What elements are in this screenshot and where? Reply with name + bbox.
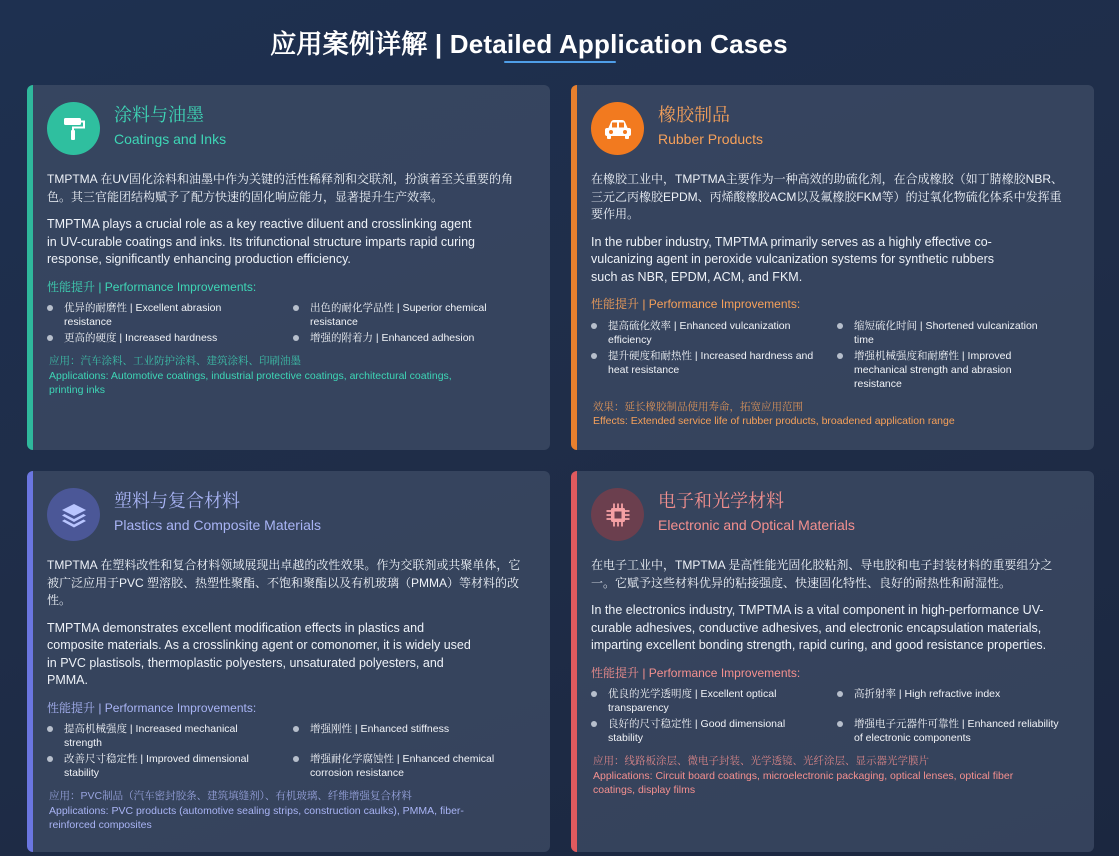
performance-item: 改善尺寸稳定性 | Improved dimensional stability: [47, 752, 293, 780]
performance-item: 优良的光学透明度 | Excellent optical transparency: [591, 687, 837, 715]
performance-title: 性能提升 | Performance Improvements:: [47, 279, 257, 294]
effects-cn: 效果：延长橡胶制品使用寿命，拓宽应用范围: [593, 400, 803, 413]
effects-en: Effects: Extended service life of rubber products, broadened application range: [593, 415, 955, 427]
performance-item: 增强机械强度和耐磨性 | Improved mechanical strength and abrasion resistance: [837, 349, 1072, 391]
applications-en: Applications: PVC products (automotive sealing strips, construction caulks), PMMA, fiber-reinforced composites: [49, 804, 464, 831]
card-title-en: Plastics and Composite Materials: [114, 517, 321, 533]
card-electronic-optical: [571, 471, 1094, 852]
performance-item: 提升硬度和耐热性 | Increased hardness and heat resistance: [591, 349, 837, 391]
performance-item: 提高机械强度 | Increased mechanical strength: [47, 722, 293, 750]
icon-badge: [591, 102, 644, 155]
applications: [47, 789, 528, 833]
layers-icon: [60, 502, 88, 528]
performance-item: 增强电子元器件可靠性 | Enhanced reliability of electronic components: [837, 717, 1072, 745]
performance-item: 更高的硬度 | Increased hardness: [47, 331, 293, 345]
card-paragraph-cn: 在橡胶工业中，TMPTMA主要作为一种高效的助硫化剂，在合成橡胶（如丁腈橡胶NBR、三元乙丙橡胶EPDM、丙烯酸橡胶ACM以及氟橡胶FKM等）的过氧化物硫化体系中发挥重要作用。: [591, 172, 1063, 221]
card-paragraph-en: In the rubber industry, TMPTMA primarily serves as a highly effective co-vulcanizing agent in peroxide vulcanization systems for synthetic rubbers such as NBR, EPDM, ACM, and FKM.: [591, 234, 994, 284]
card-title-en: Coatings and Inks: [114, 131, 227, 147]
bullet-icon: [591, 323, 597, 329]
performance-title: 性能提升 | Performance Improvements:: [47, 700, 257, 715]
performance-item: 出色的耐化学品性 | Superior chemical resistance: [293, 301, 528, 329]
performance-list: [591, 687, 1072, 745]
paint-roller-icon: [61, 116, 87, 142]
performance-title: 性能提升 | Performance Improvements:: [591, 297, 801, 311]
applications-en: Applications: Circuit board coatings, microelectronic packaging, optical lenses, optical fiber coatings, display films: [593, 769, 1014, 796]
card-accent-bar: [27, 471, 33, 852]
performance-item: 缩短硫化时间 | Shortened vulcanization time: [837, 319, 1072, 347]
card-plastics-composites: [27, 471, 550, 852]
performance-item: 高折射率 | High refractive index: [837, 687, 1072, 715]
performance-list: [591, 319, 1072, 391]
card-title-en: Rubber Products: [658, 131, 764, 147]
card-paragraph-cn: TMPTMA 在UV固化涂料和油墨中作为关键的活性稀释剂和交联剂，扮演着至关重要的角色。其三官能团结构赋予了配方快速的固化响应能力，显著提升生产效率。: [47, 172, 514, 204]
applications-cn: 应用：汽车涂料、工业防护涂料、建筑涂料、印刷油墨: [49, 355, 301, 367]
applications-cn: 应用：PVC制品（汽车密封胶条、建筑填缝剂）、有机玻璃、纤维增强复合材料: [49, 790, 412, 802]
performance-item: 良好的尺寸稳定性 | Good dimensional stability: [591, 717, 837, 745]
performance-item: 优异的耐磨性 | Excellent abrasion resistance: [47, 301, 293, 329]
bullet-icon: [837, 323, 843, 329]
bullet-icon: [837, 353, 843, 359]
card-title-en: Electronic and Optical Materials: [658, 517, 855, 533]
page-title: 应用案例详解 | Detailed Application Cases: [270, 29, 788, 59]
bullet-icon: [837, 721, 843, 727]
bullet-icon: [591, 691, 597, 697]
icon-badge: [47, 102, 100, 155]
icon-badge: [47, 488, 100, 541]
applications-cn: 应用：线路板涂层、微电子封装、光学透镜、光纤涂层、显示器光学膜片: [593, 755, 929, 767]
bullet-icon: [293, 305, 299, 311]
card-rubber-products: [571, 85, 1094, 450]
bullet-icon: [837, 691, 843, 697]
card-accent-bar: [571, 471, 577, 852]
performance-item: 提高硫化效率 | Enhanced vulcanization efficiency: [591, 319, 837, 347]
applications: [47, 354, 528, 398]
card-paragraph-cn: TMPTMA 在塑料改性和复合材料领域展现出卓越的改性效果。作为交联剂或共聚单体，它被广泛应用于PVC 塑溶胶、热塑性聚酯、不饱和聚酯以及有机玻璃（PMMA）等材料的改性。: [47, 558, 521, 607]
card-title-cn: 涂料与油墨: [114, 105, 204, 125]
performance-item: 增强耐化学腐蚀性 | Enhanced chemical corrosion resistance: [293, 752, 528, 780]
performance-list: [47, 301, 528, 345]
applications: [591, 754, 1072, 798]
card-coatings-inks: [27, 85, 550, 450]
card-title-cn: 电子和光学材料: [658, 491, 784, 511]
performance-title: 性能提升 | Performance Improvements:: [591, 665, 801, 680]
bullet-icon: [293, 756, 299, 762]
card-paragraph-en: In the electronics industry, TMPTMA is a vital component in high-performance UV-curable adhesives, conductive adhesives, and electronic encapsulation materials, imparting excellent bonding strength, rapid curing, and good resistance properties.: [591, 603, 1047, 652]
performance-item: 增强的附着力 | Enhanced adhesion: [293, 331, 528, 345]
applications-en: Applications: Automotive coatings, industrial protective coatings, architectural coatings, printing inks: [49, 369, 452, 396]
effects: [591, 400, 1072, 429]
car-icon: [603, 117, 633, 141]
card-title-cn: 塑料与复合材料: [114, 491, 240, 511]
microchip-icon: [605, 502, 631, 528]
card-paragraph-cn: 在电子工业中，TMPTMA 是高性能光固化胶粘剂、导电胶和电子封装材料的重要组分之一。它赋予这些材料优异的粘接强度、快速固化特性、良好的耐热性和耐湿性。: [591, 558, 1053, 590]
icon-badge: [591, 488, 644, 541]
card-accent-bar: [571, 85, 577, 450]
card-paragraph-en: TMPTMA plays a crucial role as a key reactive diluent and crosslinking agent in UV-curable coatings and inks. Its trifunctional structure imparts rapid curing response, significantly enhancing production efficiency.: [47, 217, 475, 266]
bullet-icon: [591, 353, 597, 359]
bullet-icon: [47, 335, 53, 341]
title-underline: [504, 61, 616, 63]
bullet-icon: [293, 726, 299, 732]
bullet-icon: [47, 305, 53, 311]
performance-list: [47, 722, 528, 780]
bullet-icon: [591, 721, 597, 727]
card-accent-bar: [27, 85, 33, 450]
bullet-icon: [293, 335, 299, 341]
card-paragraph-en: TMPTMA demonstrates excellent modification effects in plastics and composite materials. As a crosslinking agent or comonomer, it is widely used in PVC plastisols, thermoplastic polyesters, unsaturated polyesters, and PMMA.: [47, 620, 471, 687]
bullet-icon: [47, 726, 53, 732]
bullet-icon: [47, 756, 53, 762]
card-title-cn: 橡胶制品: [658, 105, 730, 125]
performance-item: 增强刚性 | Enhanced stiffness: [293, 722, 528, 750]
